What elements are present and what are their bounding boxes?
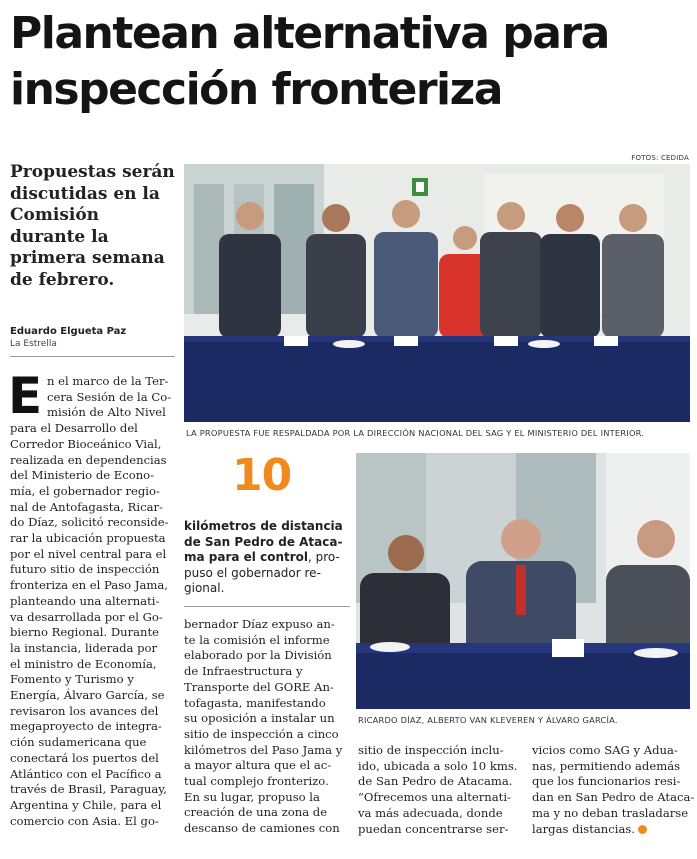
body-line: nas, permitiendo además xyxy=(532,758,681,773)
stat-bold-line: kilómetros de distancia xyxy=(184,519,343,533)
end-mark-icon xyxy=(638,825,647,834)
body-line: ma y no deban trasladarse xyxy=(532,805,689,820)
body-line: va desarrollada por el Go- xyxy=(10,609,163,624)
stat-line: gional. xyxy=(184,581,225,596)
body-line: Fomento y Turismo y xyxy=(10,672,134,687)
dropcap: E xyxy=(8,367,43,425)
article-column-2 xyxy=(184,617,352,837)
body-line: creación de una zona de xyxy=(184,805,328,820)
body-line: revisaron los avances del xyxy=(10,703,159,718)
body-line: ido, ubicada a solo 10 kms. xyxy=(358,758,518,773)
body-line: kilómetros del Paso Jama y xyxy=(184,742,343,757)
stat-text xyxy=(184,519,352,597)
subhead-line: primera semana xyxy=(10,248,165,269)
body-line: Argentina y Chile, para el xyxy=(10,797,162,812)
body-line: a mayor altura que el ac- xyxy=(184,758,332,773)
body-line: dan en San Pedro de Ataca- xyxy=(532,790,694,805)
photo2-caption: RICARDO DÍAZ, ALBERTO VAN KLEVEREN Y ÁLVARO GARCÍA. xyxy=(358,715,618,725)
body-line: comercio con Asia. El go- xyxy=(10,813,159,828)
body-line: la instancia, liderada por xyxy=(10,640,158,655)
article-column-3 xyxy=(358,743,524,837)
body-line: misión de Alto Nivel xyxy=(47,405,166,420)
body-line: tual complejo fronterizo. xyxy=(184,774,329,789)
body-line: bernador Díaz expuso an- xyxy=(184,617,335,631)
stat-line: puso el gobernador re- xyxy=(184,565,321,580)
body-line: del Ministerio de Econo- xyxy=(10,468,155,483)
body-line: de San Pedro de Atacama. xyxy=(358,774,513,789)
body-line: través de Brasil, Paraguay, xyxy=(10,782,167,797)
stat-line: , pro- xyxy=(308,550,340,565)
body-line: Energía, Álvaro García, se xyxy=(10,688,165,703)
body-line: cera Sesión de la Co- xyxy=(47,389,172,404)
body-line: realizada en dependencias xyxy=(10,452,167,467)
body-line: futuro sitio de inspección xyxy=(10,562,160,577)
byline-divider xyxy=(10,356,175,357)
officials-photo-image xyxy=(356,453,690,709)
stat-bold-line: de San Pedro de Ataca- xyxy=(184,534,343,549)
body-line: do Díaz, solicitó reconside- xyxy=(10,515,169,530)
body-line: que los funcionarios resi- xyxy=(532,774,681,789)
photo1-caption: LA PROPUESTA FUE RESPALDADA POR LA DIRECCIÓN NACIONAL DEL SAG Y EL MINISTERIO DEL INTERIOR. xyxy=(186,428,645,438)
body-line: sitio de inspección a cinco xyxy=(184,726,339,741)
body-line: megaproyecto de integra- xyxy=(10,719,162,734)
body-line: de Infraestructura y xyxy=(184,664,303,679)
body-line: Transporte del GORE An- xyxy=(184,679,334,694)
body-line: En su lugar, propuso la xyxy=(184,789,320,804)
stat-bold-line: ma para el control xyxy=(184,550,309,565)
body-line: su oposición a instalar un xyxy=(184,711,335,726)
subhead-line: durante la xyxy=(10,226,109,247)
body-line: puedan concentrarse ser- xyxy=(358,821,509,836)
subhead-line: de febrero. xyxy=(10,269,115,290)
byline-author: Eduardo Elgueta Paz xyxy=(10,326,127,337)
body-line: el ministro de Economía, xyxy=(10,656,157,671)
body-line: sitio de inspección inclu- xyxy=(358,743,504,757)
headline-line-2: inspección fronteriza xyxy=(10,64,502,115)
body-line: rar la ubicación propuesta xyxy=(10,531,166,546)
stat-divider xyxy=(184,606,350,607)
group-photo-image xyxy=(184,164,690,422)
body-line: fronteriza en el Paso Jama, xyxy=(10,578,168,593)
photo-credit: FOTOS: CEDIDA xyxy=(631,154,689,162)
body-line: descanso de camiones con xyxy=(184,821,340,836)
body-line: Atlántico con el Pacífico a xyxy=(10,766,162,781)
body-line: te la comisión el informe xyxy=(184,632,330,647)
subhead-line: discutidas en la xyxy=(10,183,160,204)
subhead xyxy=(10,162,175,292)
group-photo xyxy=(184,164,690,422)
body-line: “Ofrecemos una alternati- xyxy=(358,790,511,805)
body-line: bierno Regional. Durante xyxy=(10,625,160,640)
article-column-4 xyxy=(532,743,694,837)
body-line: conectará los puertos del xyxy=(10,750,159,765)
body-line: por el nivel central para el xyxy=(10,546,167,561)
body-line: largas distancias. xyxy=(532,821,635,836)
headline xyxy=(10,6,690,118)
stat-number: 10 xyxy=(232,450,292,501)
body-line: nal de Antofagasta, Ricar- xyxy=(10,499,163,514)
byline-outlet: La Estrella xyxy=(10,339,57,349)
article-column-1 xyxy=(8,367,176,829)
body-line: va más adecuada, donde xyxy=(358,805,503,820)
body-line: vicios como SAG y Adua- xyxy=(532,743,678,757)
headline-line-1: Plantean alternativa para xyxy=(10,8,609,59)
body-line: planteando una alternati- xyxy=(10,593,160,608)
officials-photo xyxy=(356,453,690,709)
subhead-line: Propuestas serán xyxy=(10,162,175,182)
subhead-line: Comisión xyxy=(10,205,100,226)
body-line: Corredor Bioceánico Vial, xyxy=(10,436,162,451)
body-line: mía, el gobernador regio- xyxy=(10,483,160,498)
body-line: ción sudamericana que xyxy=(10,735,147,750)
body-line: tofagasta, manifestando xyxy=(184,695,326,710)
body-line: n el marco de la Ter- xyxy=(47,374,169,388)
body-line: para el Desarrollo del xyxy=(10,421,138,436)
body-line: elaborado por la División xyxy=(184,648,332,663)
